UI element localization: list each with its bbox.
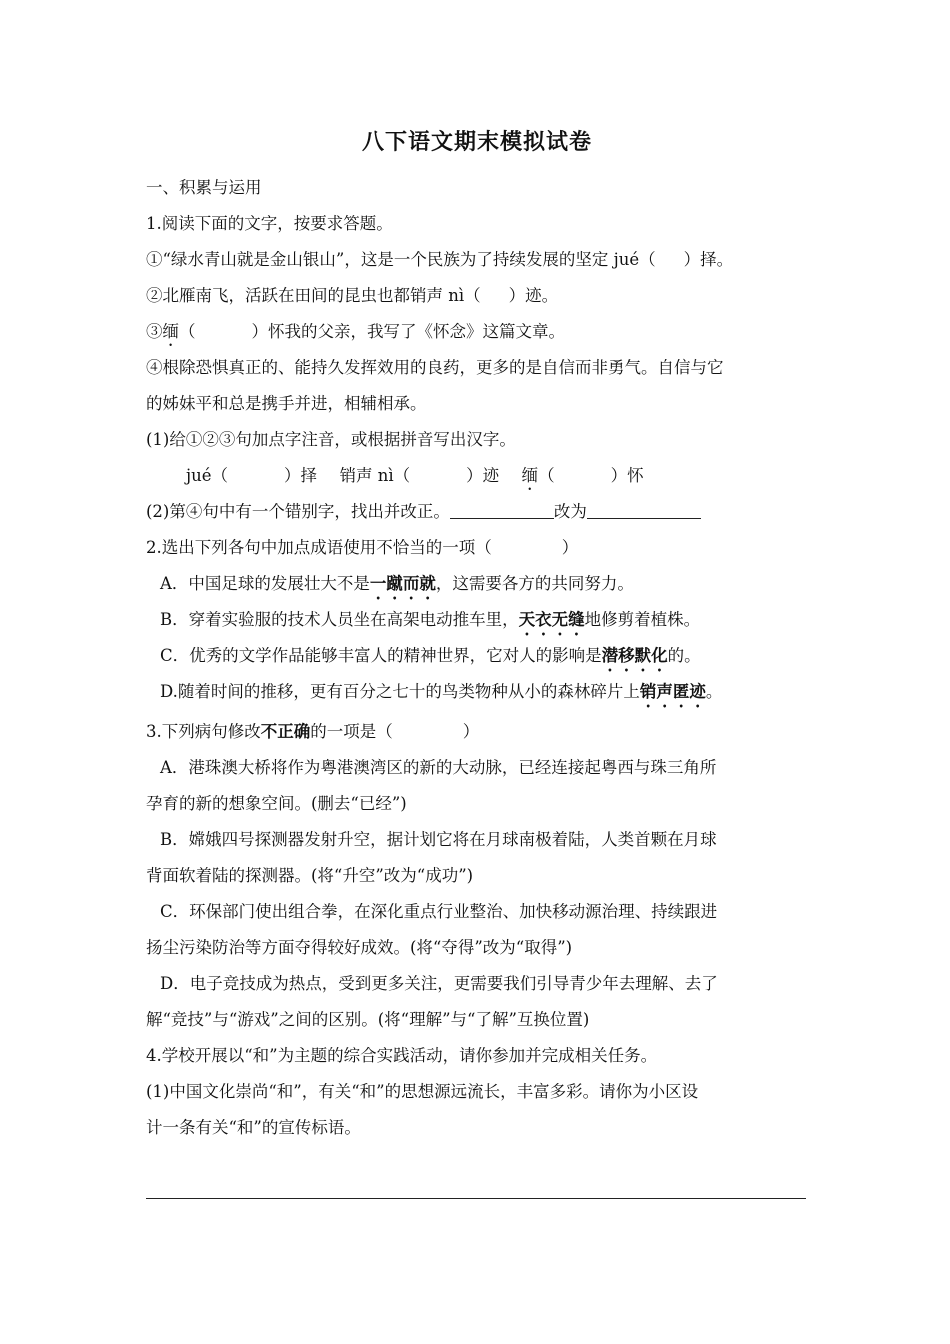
q3-stem-text: 3.下列病句修改 [146, 722, 261, 741]
q3-option-b-line-2: 背面软着陆的探测器。(将“升空”改为“成功”) [146, 866, 474, 885]
q3-stem [146, 714, 808, 750]
q4-sub-question-1-line-1: (1)中国文化崇尚“和”，有关“和”的思想源远流长，丰富多彩。请你为小区设 [146, 1082, 699, 1101]
q2-b-text: B．穿着实验服的技术人员坐在高架电动推车里， [160, 610, 519, 629]
q4-sub-question-1-line-2: 计一条有关“和”的宣传标语。 [146, 1118, 361, 1137]
q3-option-d-line-1: D．电子竞技成为热点，受到更多关注，更需要我们引导青少年去理解、去了 [160, 974, 718, 993]
q1-sentence-4-line-2: 的姊妹平和总是携手并进，相辅相承。 [146, 394, 427, 413]
q1-sentence-1 [146, 242, 808, 278]
q3-option-c-line-1: C．环保部门使出组合拳，在深化重点行业整治、加快移动源治理、持续跟进 [160, 902, 718, 921]
q1-s1-text-end: ）择。 [683, 250, 734, 269]
q2-option-b [146, 602, 808, 638]
q4-stem: 4.学校开展以“和”为主题的综合实践活动，请你参加并完成相关任务。 [146, 1046, 658, 1065]
q1-s3-text-end: ）怀我的父亲，我写了《怀念》这篇文章。 [251, 322, 565, 341]
q2-c-text-end: 的。 [667, 646, 701, 665]
page-title: 八下语文期末模拟试卷 [361, 129, 592, 155]
q1-ans-mian-end: ）怀 [610, 466, 644, 485]
q1-stem: 1.阅读下面的文字，按要求答题。 [146, 214, 393, 233]
q1-sub2-text: (2)第④句中有一个错别字，找出并改正。 [146, 502, 450, 521]
q3-option-d-line-2: 解“竞技”与“游戏”之间的区别。(将“理解”与“了解”互换位置) [146, 1010, 590, 1029]
q1-s1-text: ①“绿水青山就是金山银山”，这是一个民族为了持续发展的坚定 jué（ [146, 250, 656, 269]
q1-ans-jue-end: ）择 [284, 466, 318, 485]
q1-sentence-3 [146, 314, 808, 350]
q1-s3-open: （ [179, 322, 196, 341]
q1-s2-text: ②北雁南飞，活跃在田间的昆虫也都销声 nì（ [146, 286, 481, 305]
q2-a-text: A．中国足球的发展壮大不是 [160, 574, 370, 593]
q3-stem-close: ） [462, 722, 480, 741]
q3-stem-text-2: 的一项是（ [310, 722, 393, 741]
q2-c-idiom: 潜移默化 [601, 646, 668, 665]
q1-ans-mian-open: （ [538, 466, 555, 485]
q1-sub2-change-to: 改为 [553, 502, 587, 521]
q1-answer-row [146, 458, 808, 494]
q2-d-idiom: 销声匿迹 [639, 682, 706, 701]
q1-s3-prefix: ③ [146, 322, 163, 341]
q2-option-d [146, 674, 808, 710]
q2-stem-close: ） [561, 538, 579, 557]
q1-sentence-4-line-1: ④根除恐惧真正的、能持久发挥效用的良药，更多的是自信而非勇气。自信与它 [146, 358, 724, 377]
q3-option-c-line-2: 扬尘污染防治等方面夺得较好成效。(将“夺得”改为“取得”) [146, 938, 573, 957]
q1-ans-jue: jué（ [186, 466, 229, 485]
section-heading: 一、积累与运用 [146, 178, 262, 197]
q2-option-c [146, 638, 808, 674]
q1-sentence-2 [146, 278, 808, 314]
q1-ans-dotted-char: 缅 [521, 466, 539, 485]
q1-sub2-blank-correct[interactable] [587, 498, 701, 519]
q4-answer-line[interactable] [146, 1198, 806, 1199]
q1-s3-dotted-char: 缅 [162, 322, 179, 341]
q1-ans-ni: 销声 nì（ [339, 466, 411, 485]
q3-stem-emphasis: 不正确 [260, 722, 311, 741]
q2-b-idiom: 天衣无缝 [518, 610, 585, 629]
q2-stem [146, 530, 808, 566]
q1-sub-question-1: (1)给①②③句加点字注音，或根据拼音写出汉字。 [146, 430, 516, 449]
q2-d-text-end: 。 [705, 682, 723, 701]
q1-sub-question-2 [146, 494, 808, 530]
exam-page [146, 120, 808, 1146]
q2-a-text-end: ，这需要各方的共同努力。 [435, 574, 634, 593]
q2-b-text-end: 地修剪着植株。 [584, 610, 701, 629]
q1-s2-text-end: ）迹。 [508, 286, 559, 305]
q3-option-a-line-1: A．港珠澳大桥将作为粤港澳湾区的新的大动脉，已经连接起粤西与珠三角所 [160, 758, 717, 777]
q2-d-text: D.随着时间的推移，更有百分之七十的鸟类物种从小的森林碎片上 [160, 682, 640, 701]
q2-a-idiom: 一蹴而就 [369, 574, 436, 593]
q3-option-b-line-1: B．嫦娥四号探测器发射升空，据计划它将在月球南极着陆，人类首颗在月球 [160, 830, 717, 849]
q2-option-a [146, 566, 808, 602]
q1-sub2-blank-wrong[interactable] [450, 498, 554, 519]
q3-option-a-line-2: 孕育的新的想象空间。(删去“已经”) [146, 794, 407, 813]
q2-c-text: C．优秀的文学作品能够丰富人的精神世界，它对人的影响是 [160, 646, 602, 665]
q1-ans-ni-end: ）迹 [466, 466, 500, 485]
q2-stem-text: 2.选出下列各句中加点成语使用不恰当的一项（ [146, 538, 492, 557]
